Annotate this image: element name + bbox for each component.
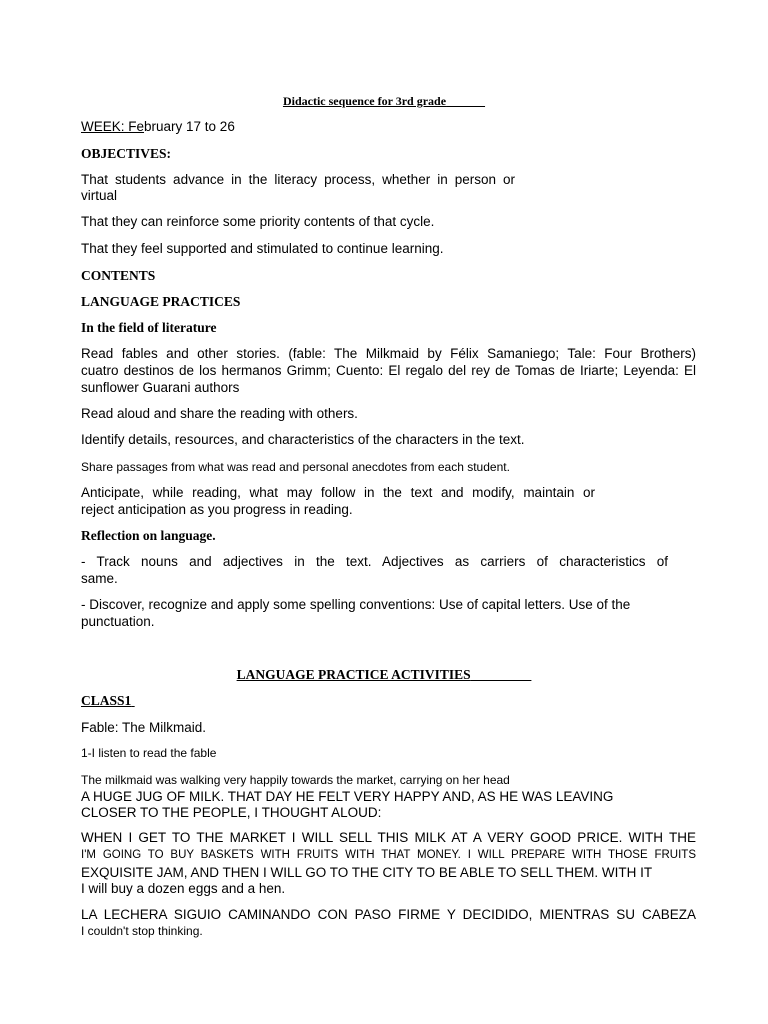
read-fables-line-1: Read fables and other stories. (fable: The Milkmaid by Félix Samaniego; Tale: Four Brothers) <box>81 346 696 361</box>
title-text: Didactic sequence for 3rd grade <box>282 94 447 108</box>
discover-line-2: punctuation. <box>81 614 155 629</box>
story-line-9: I couldn't stop thinking. <box>81 924 203 938</box>
discover-line-1: - Discover, recognize and apply some spelling conventions: Use of capital letters. Use of the <box>81 597 631 612</box>
share-passages: Share passages from what was read and personal anecdotes from each student. <box>81 460 510 474</box>
week-dates: bruary 17 to 26 <box>144 119 235 134</box>
track-nouns-line-2: same. <box>81 571 118 586</box>
objective-2: That they can reinforce some priority contents of that cycle. <box>81 214 435 229</box>
class-heading-blank <box>131 693 134 708</box>
literature-heading: In the field of literature <box>81 320 217 335</box>
language-practices-heading: LANGUAGE PRACTICES <box>81 294 241 309</box>
track-nouns-line-1: - Track nouns and adjectives in the text. Adjectives as carriers of characteristics of <box>81 554 668 569</box>
week-label: WEEK: Fe <box>81 119 145 134</box>
story-line-3: CLOSER TO THE PEOPLE, I THOUGHT ALOUD: <box>81 805 382 820</box>
class-heading <box>81 693 135 709</box>
anticipate-line-2: reject anticipation as you progress in reading. <box>81 502 353 517</box>
activities-heading <box>0 667 768 683</box>
activities-heading-text: LANGUAGE PRACTICE ACTIVITIES <box>236 667 471 682</box>
objectives-heading: OBJECTIVES: <box>81 146 172 161</box>
story-line-1: The milkmaid was walking very happily towards the market, carrying on her head <box>81 773 510 787</box>
objective-3: That they feel supported and stimulated to continue learning. <box>81 241 444 256</box>
story-line-8: LA LECHERA SIGUIO CAMINANDO CON PASO FIRME Y DECIDIDO, MIENTRAS SU CABEZA <box>81 907 696 922</box>
class-heading-text: CLASS1 <box>81 693 132 708</box>
objective-1-line-1: That students advance in the literacy process, whether in person or <box>81 172 515 187</box>
listen-instruction: 1-I listen to read the fable <box>81 746 217 760</box>
identify-details: Identify details, resources, and characteristics of the characters in the text. <box>81 432 525 447</box>
anticipate-line-1: Anticipate, while reading, what may follow in the text and modify, maintain or <box>81 485 595 500</box>
story-line-4: WHEN I GET TO THE MARKET I WILL SELL THIS MILK AT A VERY GOOD PRICE. WITH THE <box>81 830 696 845</box>
objective-1-line-2: virtual <box>81 188 118 203</box>
fable-title: Fable: The Milkmaid. <box>81 720 207 735</box>
activities-heading-blank <box>471 667 532 682</box>
week-line <box>81 119 235 135</box>
read-fables-line-2: cuatro destinos de los hermanos Grimm; Cuento: El regalo del rey de Tomas de Iriarte; Leyenda: El <box>81 363 696 378</box>
title-blank <box>446 94 485 108</box>
read-fables-line-3: sunflower Guarani authors <box>81 380 240 395</box>
contents-heading: CONTENTS <box>81 268 156 283</box>
read-aloud: Read aloud and share the reading with others. <box>81 406 358 421</box>
story-line-6: EXQUISITE JAM, AND THEN I WILL GO TO THE CITY TO BE ABLE TO SELL THEM. WITH IT <box>81 865 653 880</box>
reflection-heading: Reflection on language. <box>81 528 216 543</box>
document-title <box>0 93 768 109</box>
story-line-7: I will buy a dozen eggs and a hen. <box>81 881 286 896</box>
story-line-5: I'M GOING TO BUY BASKETS WITH FRUITS WITH THAT MONEY. I WILL PREPARE WITH THOSE FRUITS <box>81 849 696 861</box>
story-line-2: A HUGE JUG OF MILK. THAT DAY HE FELT VERY HAPPY AND, AS HE WAS LEAVING <box>81 789 614 804</box>
